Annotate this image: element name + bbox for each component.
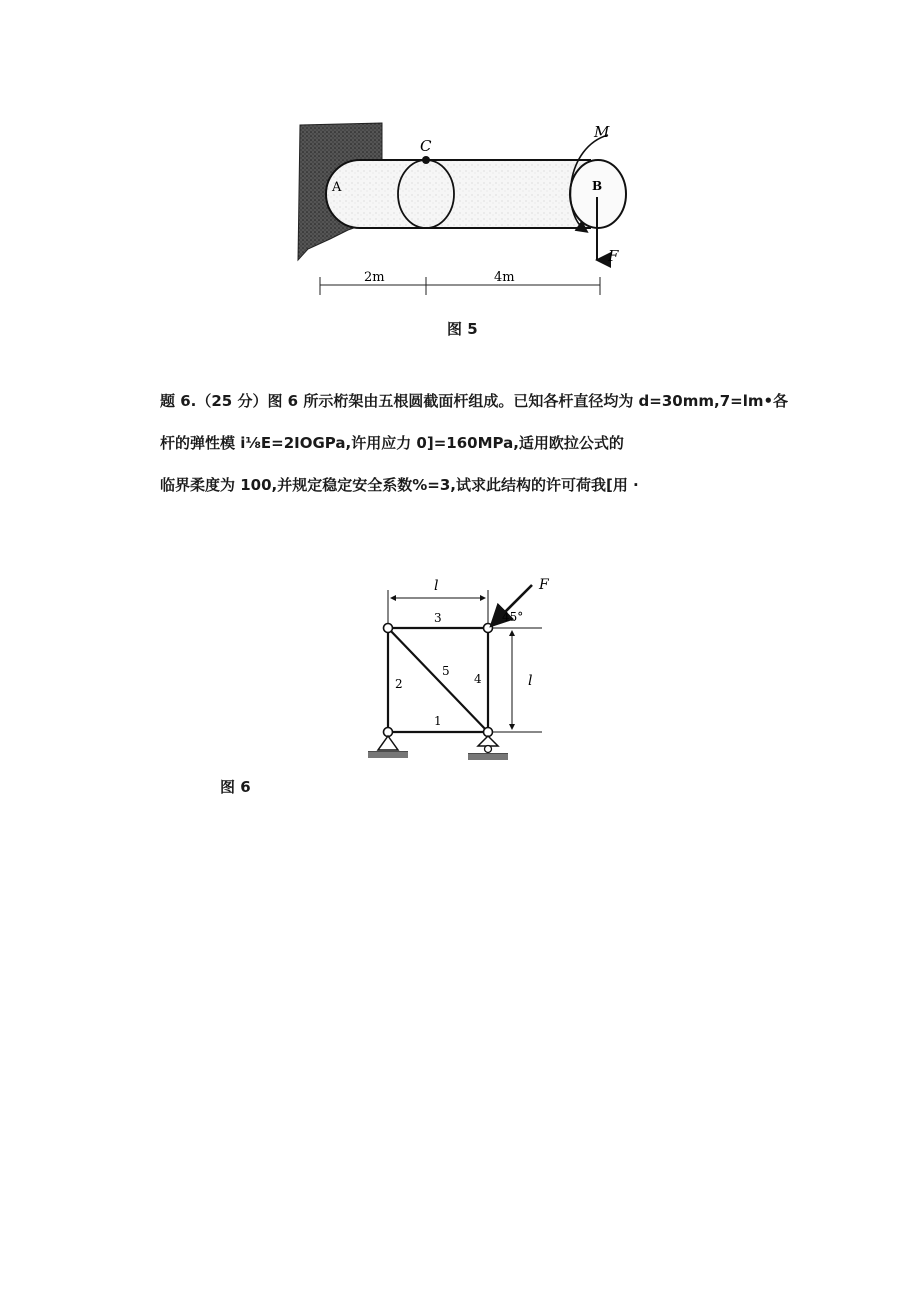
label-m: M (594, 123, 610, 141)
problem-6-line-2: 杆的弹性模 i⅛E=2IOGPa,许用应力 0]=160MPa,适用欧拉公式的 (160, 434, 624, 452)
figure-5 (290, 115, 635, 305)
figure-6 (362, 575, 557, 770)
label-span-top: l (434, 578, 439, 594)
problem-6-line-3: 临界柔度为 100,并规定稳定安全系数%=3,试求此结构的许可荷我[用 · (160, 476, 639, 494)
label-member-1: 1 (434, 714, 442, 728)
joint-top-left (384, 624, 393, 633)
dimension-2m: 2m (364, 270, 385, 285)
roller-support-right (468, 736, 508, 760)
label-member-5: 5 (442, 664, 450, 678)
joint-top-right (484, 624, 493, 633)
figure-5-caption: 图 5 (447, 320, 478, 338)
figure-5-drawing (290, 115, 635, 305)
label-span-right: l (528, 673, 533, 689)
label-a: A (332, 180, 342, 195)
dimension-4m: 4m (494, 270, 515, 285)
label-f: F (608, 247, 619, 265)
label-force-f: F (539, 577, 549, 593)
problem-6-line-1: 题 6.（25 分）图 6 所示桁架由五根圆截面杆组成。已知各杆直径均为 d=30mm,7=lm•各 (160, 392, 789, 410)
label-member-4: 4 (474, 672, 482, 686)
pin-support-left (368, 736, 408, 758)
label-b: B (592, 179, 603, 193)
figure-6-drawing (362, 575, 557, 770)
label-member-2: 2 (395, 677, 403, 691)
label-c: C (420, 137, 432, 155)
point-c-marker (422, 156, 430, 164)
label-member-3: 3 (434, 611, 442, 625)
shaft-body (326, 160, 590, 228)
label-angle: 45° (502, 610, 524, 624)
figure-6-caption: 图 6 (220, 778, 251, 796)
